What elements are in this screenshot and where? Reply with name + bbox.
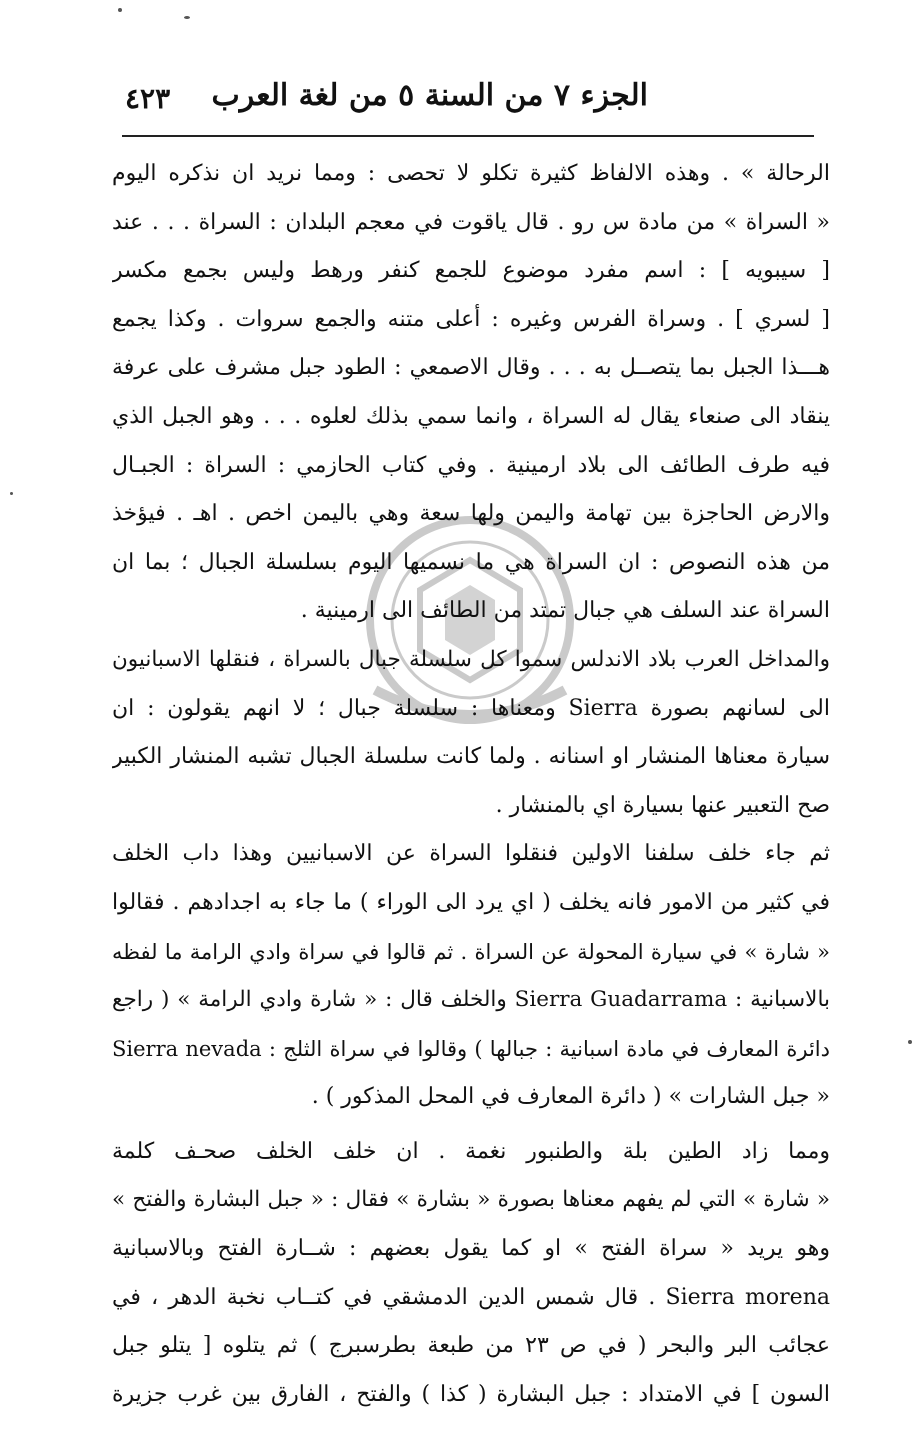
text-line: السراة عند السلف هي جبال تمتد من الطائف الى ارمينية . (300, 598, 830, 624)
text-line: [ لسري ] . وسراة الفرس وغيره : أعلى متنه والجمع سروات . وكذا يجمع (112, 306, 830, 332)
text-line: الرحالة » . وهذه الالفاظ كثيرة تكلو لا تحصى : ومما نريد ان نذكره اليوم (112, 161, 830, 186)
running-header-title: الجزء ٧ من السنة ٥ من لغة العرب (211, 78, 648, 113)
text-line: Sierra morena . قال شمس الدين الدمشقي في كتــاب نخبة الدهر ، في (112, 1284, 830, 1310)
text-line: ومما زاد الطين بلة والطنبور نغمة . ان خلف الخلف صحـف كلمة (112, 1138, 830, 1164)
text-line: بالاسبانية : Sierra Guadarrama والخلف قال : « شارة وادي الرامة » ( راجع (112, 987, 830, 1013)
text-line: عجائب البر والبحر ( في ص ٢٣ من طبعة بطرسبرج ) ثم يتلوه [ يتلو جبل (112, 1333, 830, 1359)
paragraph-3 (112, 830, 830, 1122)
paragraph-4 (112, 1128, 830, 1420)
text-line: والمداخل العرب بلاد الاندلس سموا كل سلسلة جبال بالسراة ، فنقلها الاسبانيون (112, 646, 830, 672)
text-line: الى لسانهم بصورة Sierra ومعناها : سلسلة جبال ؛ لا انهم يقولون : ان (112, 695, 830, 721)
text-line: « جبل الشارات » ( دائرة المعارف في المحل المذكور ) . (311, 1084, 830, 1110)
text-line: « السراة » من مادة س رو . قال ياقوت في معجم البلدان : السراة . . . عند (112, 209, 830, 235)
scan-speck (10, 492, 13, 495)
text-line: والارض الحاجزة بين تهامة واليمن ولها سعة وهي باليمن اخص . اهـ . فيؤخذ (112, 501, 830, 527)
text-line: سيارة معناها المنشار او اسنانه . ولما كانت سلسلة الجبال تشبه المنشار الكبير (112, 744, 830, 770)
text-line: السون ] في الامتداد : جبل البشارة ( كذا ) والفتح ، الفارق بين غرب جزيرة (112, 1381, 830, 1407)
page-number: ٤٢٣ (125, 82, 171, 115)
scan-speck (908, 1040, 912, 1044)
paragraph-2 (112, 636, 830, 830)
text-line: من هذه النصوص : ان السراة هي ما نسميها اليوم بسلسلة الجبال ؛ بما ان (112, 549, 830, 575)
scan-speck (184, 16, 190, 19)
text-line: وهو يريد « سراة الفتح » او كما يقول بعضهم : شــارة الفتح وبالاسبانية (112, 1236, 830, 1262)
scan-speck (118, 8, 122, 12)
text-line: « شارة » في سيارة المحولة عن السراة . ثم قالوا في سراة وادي الرامة ما لفظه (112, 939, 830, 964)
header-rule (122, 135, 814, 137)
paragraph-1 (112, 150, 830, 636)
text-line: ثم جاء خلف سلفنا الاولين فنقلوا السراة عن الاسبانيين وهذا داب الخلف (112, 841, 830, 867)
article-body (112, 150, 830, 1419)
text-line: [ سيبويه ] : اسم مفرد موضوع للجمع كنفر ورهط وليس بجمع مكسر (112, 258, 830, 284)
text-line: هـــذا الجبل بما يتصــل به . . . وقال الاصمعي : الطود جبل مشرف على عرفة (112, 355, 830, 381)
text-line: في كثير من الامور فانه يخلف ( اي يرد الى الوراء ) ما جاء به اجدادهم . فقالوا (112, 889, 830, 915)
text-line: فيه طرف الطائف الى بلاد ارمينية . وفي كتاب الحازمي : السراة : الجبـال (112, 452, 830, 478)
text-line: صح التعبير عنها بسيارة اي بالمنشار . (495, 792, 830, 818)
text-line: ينقاد الى صنعاء يقال له السراة ، وانما سمي بذلك لعلوه . . . وهو الجبل الذي (112, 403, 830, 429)
text-line: « شارة » التي لم يفهم معناها بصورة « بشارة » فقال : « جبل البشارة والفتح » (112, 1187, 830, 1213)
text-line: دائرة المعارف في مادة اسبانية : جبالها ) وقالوا في سراة الثلج : Sierra nevada (112, 1036, 830, 1061)
